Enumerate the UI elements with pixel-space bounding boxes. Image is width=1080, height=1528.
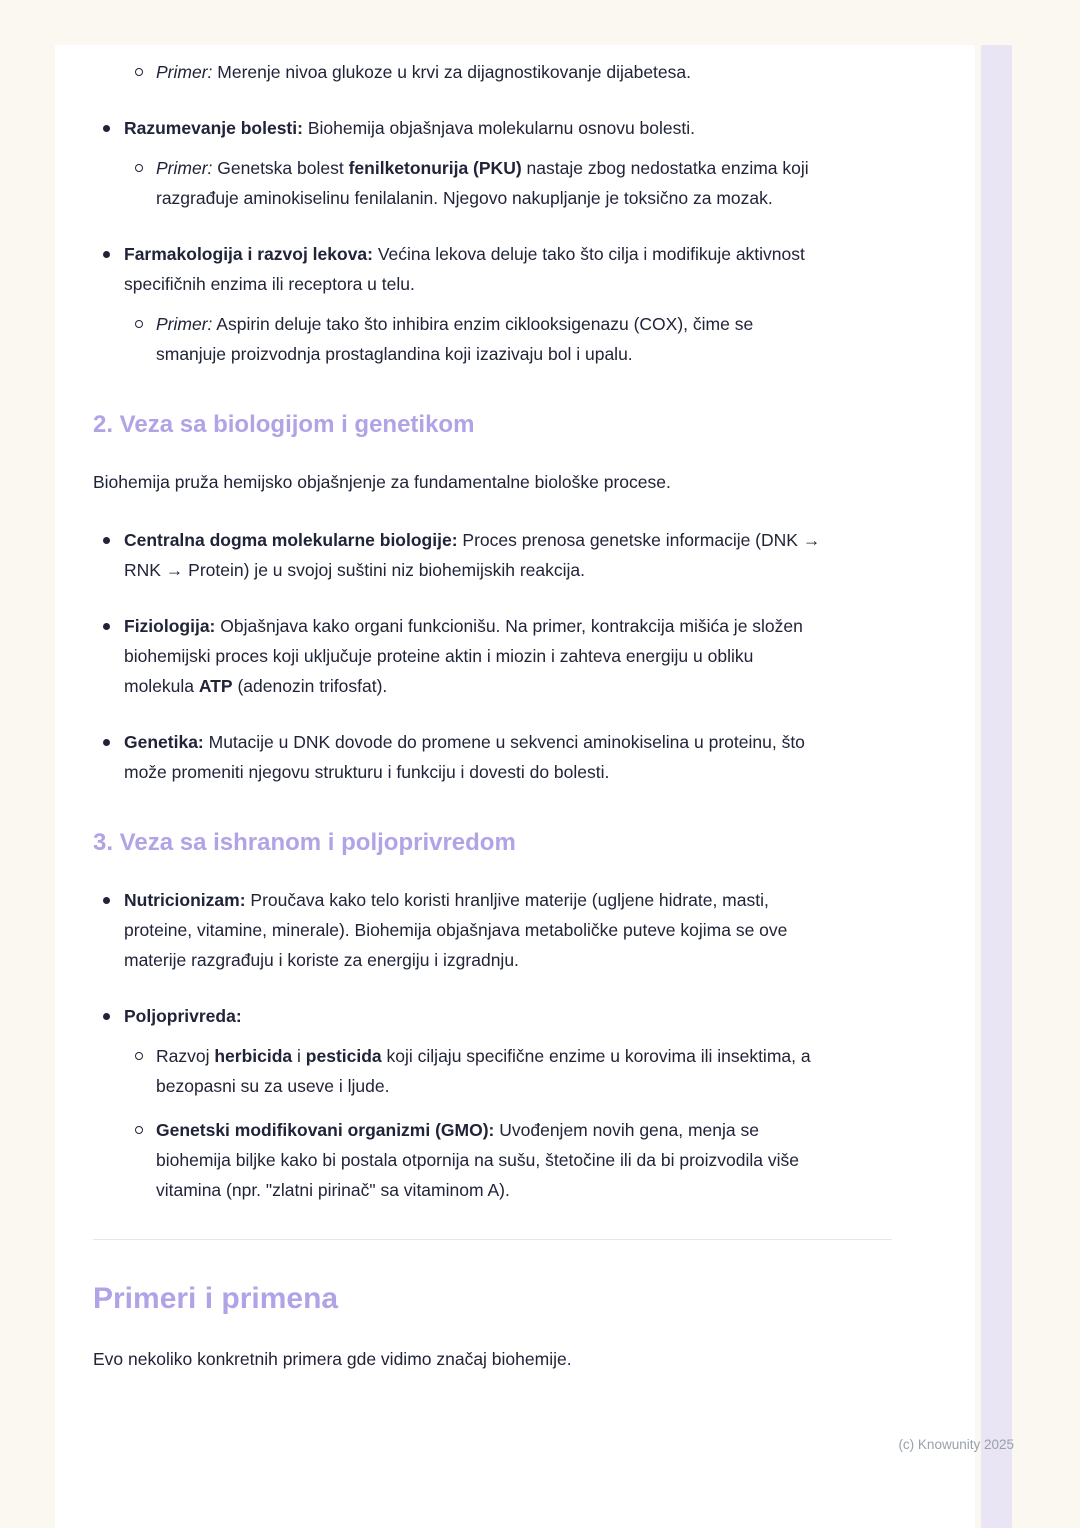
list-item-text: Centralna dogma molekularne biologije: Proces prenosa genetske informacije (DNK → RNK → Protein) je u svojoj suštini niz biohemijskih reakcija. — [124, 530, 821, 580]
circle-bullet-icon — [135, 68, 143, 76]
copyright-text: (c) Knowunity 2025 — [898, 1437, 1014, 1452]
list-item — [93, 1001, 892, 1031]
divider — [93, 1239, 892, 1240]
section-heading-biology: 2. Veza sa biologijom i genetikom — [93, 411, 475, 438]
bullet-icon — [103, 739, 110, 746]
sub-list-item-text: Primer: Aspirin deluje tako što inhibira enzim ciklooksigenazu (COX), čime se smanjuje proizvodnja prostaglandina koji izazivaju bol i upalu. — [156, 314, 754, 364]
list-item — [93, 113, 892, 143]
paragraph: Biohemija pruža hemijsko objašnjenje za fundamentalne biološke procese. — [93, 472, 671, 492]
list-item-text: Nutricionizam: Proučava kako telo koristi hranljive materije (ugljene hidrate, masti, proteine, vitamine, minerale). Biohemija objašnjava metaboličke puteve kojima se ove materije razgrađuju i koriste za energiju i izgradnju. — [124, 890, 788, 970]
sub-list-item — [93, 57, 892, 87]
list-item-text: Genetika: Mutacije u DNK dovode do promene u sekvenci aminokiselina u proteinu, što može promeniti njegovu strukturu i funkciju i dovesti do bolesti. — [124, 732, 805, 782]
list-item — [93, 239, 892, 299]
sub-list-item-text: Primer: Genetska bolest fenilketonurija (PKU) nastaje zbog nedostatka enzima koji razgrađuje aminokiselinu fenilalanin. Njegovo nakupljanje je toksično za mozak. — [156, 158, 809, 208]
list-item — [93, 611, 892, 701]
sub-list-item-text: Razvoj herbicida i pesticida koji ciljaju specifične enzime u korovima ili insektima, a bezopasni su za useve i ljude. — [156, 1046, 811, 1096]
circle-bullet-icon — [135, 1126, 143, 1134]
bullet-icon — [103, 251, 110, 258]
list-item-text: Poljoprivreda: — [124, 1006, 242, 1026]
scrollbar-thumb[interactable] — [981, 45, 1012, 1528]
bullet-icon — [103, 125, 110, 132]
sub-list-item — [93, 1041, 892, 1101]
list-item — [93, 727, 892, 787]
sub-list-item — [93, 153, 892, 213]
document-card — [55, 45, 975, 1528]
bullet-icon — [103, 897, 110, 904]
circle-bullet-icon — [135, 320, 143, 328]
sub-list-item — [93, 309, 892, 369]
circle-bullet-icon — [135, 164, 143, 172]
sub-list-item-text: Genetski modifikovani organizmi (GMO): Uvođenjem novih gena, menja se biohemija biljke kako bi postala otpornija na sušu, štetočine ili da bi proizvodila više vitamina (npr. "zlatni pirinač" sa vitaminom A). — [156, 1120, 799, 1200]
sub-list-item — [93, 1115, 892, 1205]
main-heading: Primeri i primena — [93, 1282, 339, 1315]
circle-bullet-icon — [135, 1052, 143, 1060]
bullet-icon — [103, 1013, 110, 1020]
paragraph: Evo nekoliko konkretnih primera gde vidimo značaj biohemije. — [93, 1349, 572, 1369]
list-item-text: Fiziologija: Objašnjava kako organi funkcionišu. Na primer, kontrakcija mišića je složen biohemijski proces koji uključuje proteine aktin i miozin i zahteva energiju u obliku molekula ATP (adenozin trifosfat). — [124, 616, 803, 696]
bullet-icon — [103, 537, 110, 544]
list-item-text: Farmakologija i razvoj lekova: Većina lekova deluje tako što cilja i modifikuje aktivnost specifičnih enzima ili receptora u telu. — [124, 244, 805, 294]
section-heading-nutrition: 3. Veza sa ishranom i poljoprivredom — [93, 829, 516, 856]
sub-list-item-text: Primer: Merenje nivoa glukoze u krvi za dijagnostikovanje dijabetesa. — [156, 62, 692, 82]
list-item-text: Razumevanje bolesti: Biohemija objašnjava molekularnu osnovu bolesti. — [124, 118, 695, 138]
bullet-icon — [103, 623, 110, 630]
list-item — [93, 525, 892, 585]
list-item — [93, 885, 892, 975]
